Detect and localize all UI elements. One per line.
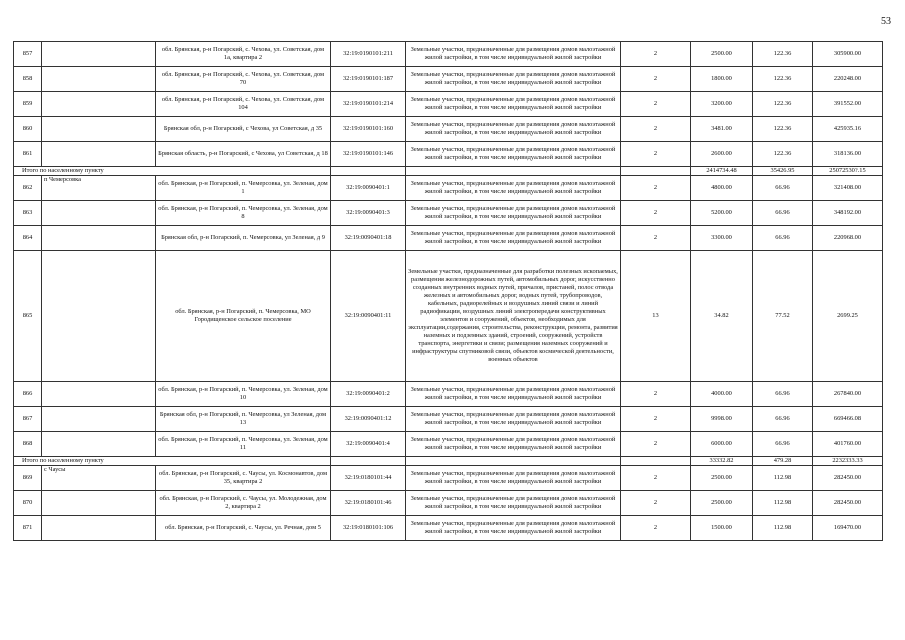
rate-cell: 122.36 <box>753 67 813 92</box>
group-cell: 2 <box>621 516 691 541</box>
row-number: 865 <box>14 251 42 382</box>
table-row <box>14 42 883 67</box>
address-cell: Брянская область, р-н Погарский, с Чехова, ул Советская, д 18 <box>156 142 331 167</box>
settlement-cell <box>42 382 156 407</box>
land-use-cell: Земельные участки, предназначенные для размещения домов малоэтажной жилой застройки, в том числе индивидуальной жилой застройки <box>406 67 621 92</box>
cadastral-value-cell: 305900.00 <box>813 42 883 67</box>
cadastral-number-cell: 32:19:0190101:214 <box>331 92 406 117</box>
settlement-cell <box>42 491 156 516</box>
settlement-cell <box>42 407 156 432</box>
row-number: 868 <box>14 432 42 457</box>
cadastral-number-cell: 32:19:0190101:211 <box>331 42 406 67</box>
cadastral-value-cell: 220968.00 <box>813 226 883 251</box>
row-number: 861 <box>14 142 42 167</box>
address-cell: обл. Брянская, р-н Погарский, с. Чехова, ул. Советская, дом 1а, квартира 2 <box>156 42 331 67</box>
cadastral-number-cell: 32:19:0190101:187 <box>331 67 406 92</box>
settlement-cell <box>42 142 156 167</box>
group-cell: 2 <box>621 201 691 226</box>
land-use-cell: Земельные участки, предназначенные для размещения домов малоэтажной жилой застройки, в том числе индивидуальной жилой застройки <box>406 382 621 407</box>
group-cell: 2 <box>621 142 691 167</box>
rate-cell: 112.98 <box>753 491 813 516</box>
row-number: 857 <box>14 42 42 67</box>
subtotal-value: 2232333.33 <box>813 457 883 466</box>
cadastral-number-cell: 32:19:0180101:44 <box>331 466 406 491</box>
cadastral-number-cell: 32:19:0190101:146 <box>331 142 406 167</box>
subtotal-rate: 35426.95 <box>753 167 813 176</box>
address-cell: обл. Брянская, р-н Погарский, с. Чехова, ул. Советская, дом 70 <box>156 67 331 92</box>
rate-cell: 122.36 <box>753 117 813 142</box>
rate-cell: 122.36 <box>753 142 813 167</box>
table-row <box>14 382 883 407</box>
subtotal-area: 2414734.48 <box>691 167 753 176</box>
rate-cell: 112.98 <box>753 516 813 541</box>
area-cell: 3200.00 <box>691 92 753 117</box>
address-cell: обл. Брянская, р-н Погарский, п. Чемерсовка, ул. Зеленая, дом 10 <box>156 382 331 407</box>
cadastral-value-cell: 669466.08 <box>813 407 883 432</box>
land-use-cell: Земельные участки, предназначенные для размещения домов малоэтажной жилой застройки, в том числе индивидуальной жилой застройки <box>406 142 621 167</box>
table-row <box>14 516 883 541</box>
land-use-cell: Земельные участки, предназначенные для размещения домов малоэтажной жилой застройки, в том числе индивидуальной жилой застройки <box>406 201 621 226</box>
settlement-cell: п Чемерсовка <box>42 176 156 201</box>
table-row <box>14 92 883 117</box>
land-use-cell: Земельные участки, предназначенные для размещения домов малоэтажной жилой застройки, в том числе индивидуальной жилой застройки <box>406 466 621 491</box>
subtotal-empty-cell <box>621 457 691 466</box>
row-number: 871 <box>14 516 42 541</box>
area-cell: 34.82 <box>691 251 753 382</box>
group-cell: 2 <box>621 382 691 407</box>
cadastral-number-cell: 32:19:0180101:46 <box>331 491 406 516</box>
cadastral-value-cell: 318136.00 <box>813 142 883 167</box>
group-cell: 2 <box>621 117 691 142</box>
cadastral-value-cell: 282450.00 <box>813 491 883 516</box>
area-cell: 9998.00 <box>691 407 753 432</box>
land-use-cell: Земельные участки, предназначенные для размещения домов малоэтажной жилой застройки, в том числе индивидуальной жилой застройки <box>406 42 621 67</box>
cadastral-number-cell: 32:19:0090401:12 <box>331 407 406 432</box>
cadastral-number-cell: 32:19:0090401:11 <box>331 251 406 382</box>
subtotal-empty-cell <box>406 167 621 176</box>
table-row <box>14 491 883 516</box>
group-cell: 2 <box>621 226 691 251</box>
address-cell: обл. Брянская, р-н Погарский, с. Чаусы, ул. Речная, дом 5 <box>156 516 331 541</box>
area-cell: 2500.00 <box>691 466 753 491</box>
rate-cell: 66.96 <box>753 201 813 226</box>
land-use-cell: Земельные участки, предназначенные для разработки полезных ископаемых, размещения железнодорожных путей, автомобильных дорог, искусственно созданных внутренних водных путей, причалов, пристаней, полос отвода железных и автомобильных дорог, водных путей, трубопроводов, кабельных, радиорелейных и воздушных линий связи и линий радиофикации, воздушных линий электропередачи конструктивных элементов и сооружений, объектов, необходимых для эксплуатации,содержания, строительства, реконструкции, ремонта, развития наземных и подземных зданий, строений, сооружений, устройств транспорта, энергетики и связи; размещения наземных сооружений и инфраструктуры спутниковой связи, объектов космической деятельности, военных объектов <box>406 251 621 382</box>
area-cell: 5200.00 <box>691 201 753 226</box>
cadastral-value-cell: 282450.00 <box>813 466 883 491</box>
area-cell: 4000.00 <box>691 382 753 407</box>
rate-cell: 122.36 <box>753 42 813 67</box>
address-cell: обл. Брянская, р-н Погарский, с. Чаусы, ул. Молодежная, дом 2, квартира 2 <box>156 491 331 516</box>
row-number: 866 <box>14 382 42 407</box>
settlement-cell <box>42 432 156 457</box>
rate-cell: 66.96 <box>753 382 813 407</box>
cadastral-number-cell: 32:19:0090401:1 <box>331 176 406 201</box>
cadastral-value-cell: 391552.00 <box>813 92 883 117</box>
land-use-cell: Земельные участки, предназначенные для размещения домов малоэтажной жилой застройки, в том числе индивидуальной жилой застройки <box>406 117 621 142</box>
cadastral-number-cell: 32:19:0090401:18 <box>331 226 406 251</box>
group-cell: 2 <box>621 407 691 432</box>
cadastral-number-cell: 32:19:0090401:3 <box>331 201 406 226</box>
land-use-cell: Земельные участки, предназначенные для размещения домов малоэтажной жилой застройки, в том числе индивидуальной жилой застройки <box>406 176 621 201</box>
table-row <box>14 142 883 167</box>
land-use-cell: Земельные участки, предназначенные для размещения домов малоэтажной жилой застройки, в том числе индивидуальной жилой застройки <box>406 491 621 516</box>
subtotal-area: 33332.82 <box>691 457 753 466</box>
cadastral-value-cell: 169470.00 <box>813 516 883 541</box>
row-number: 860 <box>14 117 42 142</box>
cadastral-value-cell: 220248.00 <box>813 67 883 92</box>
table-row <box>14 466 883 491</box>
table-row <box>14 407 883 432</box>
row-number: 867 <box>14 407 42 432</box>
area-cell: 2600.00 <box>691 142 753 167</box>
cadastral-value-cell: 401760.00 <box>813 432 883 457</box>
subtotal-label: Итого по населенному пункту <box>14 167 331 176</box>
settlement-cell: с Чаусы <box>42 466 156 491</box>
settlement-cell <box>42 516 156 541</box>
address-cell: обл. Брянская, р-н Погарский, с. Чаусы, ул. Космонавтов, дом 35, квартира 2 <box>156 466 331 491</box>
area-cell: 2500.00 <box>691 42 753 67</box>
row-number: 863 <box>14 201 42 226</box>
address-cell: Брянская обл, р-н Погарский, п. Чемерсовка, ул Зеленая, дом 13 <box>156 407 331 432</box>
land-use-cell: Земельные участки, предназначенные для размещения домов малоэтажной жилой застройки, в том числе индивидуальной жилой застройки <box>406 407 621 432</box>
row-number: 858 <box>14 67 42 92</box>
table-row <box>14 176 883 201</box>
cadastral-value-cell: 2699.25 <box>813 251 883 382</box>
table-row <box>14 67 883 92</box>
cadastral-value-cell: 348192.00 <box>813 201 883 226</box>
group-cell: 2 <box>621 432 691 457</box>
settlement-cell <box>42 117 156 142</box>
rate-cell: 66.96 <box>753 432 813 457</box>
table-row <box>14 251 883 382</box>
table-body <box>14 42 883 541</box>
group-cell: 2 <box>621 67 691 92</box>
address-cell: обл. Брянская, р-н Погарский, п. Чемерсовка, МО Городищенское сельское поселение <box>156 251 331 382</box>
area-cell: 1500.00 <box>691 516 753 541</box>
subtotal-empty-cell <box>331 167 406 176</box>
rate-cell: 66.96 <box>753 176 813 201</box>
subtotal-empty-cell <box>331 457 406 466</box>
settlement-cell <box>42 67 156 92</box>
table-row <box>14 432 883 457</box>
row-number: 859 <box>14 92 42 117</box>
subtotal-row <box>14 457 883 466</box>
group-cell: 2 <box>621 491 691 516</box>
land-use-cell: Земельные участки, предназначенные для размещения домов малоэтажной жилой застройки, в том числе индивидуальной жилой застройки <box>406 432 621 457</box>
land-registry-table <box>13 41 883 541</box>
address-cell: обл. Брянская, р-н Погарский, п. Чемерсовка, ул. Зеленая, дом 1 <box>156 176 331 201</box>
rate-cell: 66.96 <box>753 226 813 251</box>
subtotal-rate: 479.28 <box>753 457 813 466</box>
address-cell: Брянская обл, р-н Погарский, с Чехова, ул Советская, д 35 <box>156 117 331 142</box>
land-use-cell: Земельные участки, предназначенные для размещения домов малоэтажной жилой застройки, в том числе индивидуальной жилой застройки <box>406 92 621 117</box>
group-cell: 13 <box>621 251 691 382</box>
area-cell: 2500.00 <box>691 491 753 516</box>
land-use-cell: Земельные участки, предназначенные для размещения домов малоэтажной жилой застройки, в том числе индивидуальной жилой застройки <box>406 516 621 541</box>
address-cell: обл. Брянская, р-н Погарский, п. Чемерсовка, ул. Зеленая, дом 8 <box>156 201 331 226</box>
table-row <box>14 117 883 142</box>
row-number: 864 <box>14 226 42 251</box>
address-cell: обл. Брянская, р-н Погарский, п. Чемерсовка, ул. Зеленая, дом 11 <box>156 432 331 457</box>
area-cell: 3300.00 <box>691 226 753 251</box>
address-cell: Брянская обл, р-н Погарский, п. Чемерсовка, ул Зеленая, д 9 <box>156 226 331 251</box>
settlement-cell <box>42 42 156 67</box>
area-cell: 6000.00 <box>691 432 753 457</box>
subtotal-label: Итого по населенному пункту <box>14 457 331 466</box>
settlement-cell <box>42 201 156 226</box>
row-number: 869 <box>14 466 42 491</box>
cadastral-number-cell: 32:19:0180101:106 <box>331 516 406 541</box>
group-cell: 2 <box>621 42 691 67</box>
settlement-cell <box>42 251 156 382</box>
settlement-cell <box>42 226 156 251</box>
settlement-cell <box>42 92 156 117</box>
cadastral-number-cell: 32:19:0190101:160 <box>331 117 406 142</box>
cadastral-number-cell: 32:19:0090401:2 <box>331 382 406 407</box>
row-number: 862 <box>14 176 42 201</box>
subtotal-empty-cell <box>621 167 691 176</box>
rate-cell: 66.96 <box>753 407 813 432</box>
table-row <box>14 226 883 251</box>
subtotal-value: 25072530?.15 <box>813 167 883 176</box>
area-cell: 3481.00 <box>691 117 753 142</box>
area-cell: 1800.00 <box>691 67 753 92</box>
cadastral-value-cell: 425935.16 <box>813 117 883 142</box>
page-number: 53 <box>881 16 891 27</box>
address-cell: обл. Брянская, р-н Погарский, с. Чехова, ул. Советская, дом 104 <box>156 92 331 117</box>
group-cell: 2 <box>621 176 691 201</box>
area-cell: 4800.00 <box>691 176 753 201</box>
group-cell: 2 <box>621 92 691 117</box>
cadastral-value-cell: 321408.00 <box>813 176 883 201</box>
subtotal-row <box>14 167 883 176</box>
rate-cell: 112.98 <box>753 466 813 491</box>
cadastral-number-cell: 32:19:0090401:4 <box>331 432 406 457</box>
rate-cell: 77.52 <box>753 251 813 382</box>
rate-cell: 122.36 <box>753 92 813 117</box>
row-number: 870 <box>14 491 42 516</box>
cadastral-value-cell: 267840.00 <box>813 382 883 407</box>
subtotal-empty-cell <box>406 457 621 466</box>
group-cell: 2 <box>621 466 691 491</box>
land-use-cell: Земельные участки, предназначенные для размещения домов малоэтажной жилой застройки, в том числе индивидуальной жилой застройки <box>406 226 621 251</box>
table-row <box>14 201 883 226</box>
